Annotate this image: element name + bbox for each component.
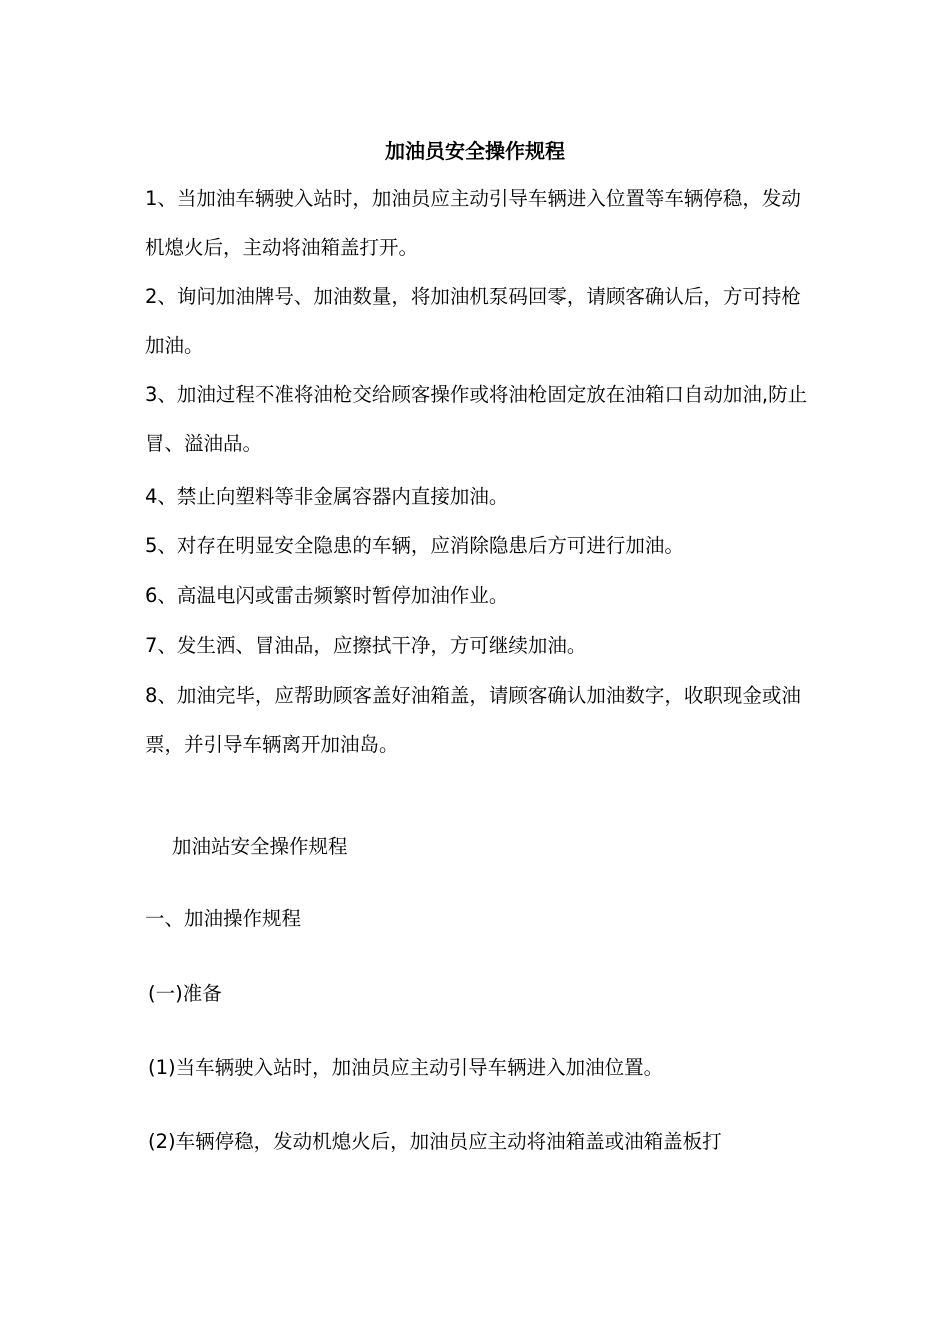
- rule-item-8: 8、加油完毕，应帮助顾客盖好油箱盖，请顾客确认加油数字，收职现金或油票，并引导车辆离开加油岛。: [145, 684, 801, 756]
- rule-item-3: 3、加油过程不准将油枪交给顾客操作或将油枪固定放在油箱口自动加油,防止冒、溢油品。: [145, 383, 808, 455]
- document-title: 加油员安全操作规程: [385, 139, 565, 163]
- rule-item-2: 2、询问加油牌号、加油数量，将加油机泵码回零，请顾客确认后，方可持枪加油。: [145, 285, 801, 357]
- rule-item-6: 6、高温电闪或雷击频繁时暂停加油作业。: [145, 584, 509, 607]
- section-heading: 一、加油操作规程: [145, 907, 302, 930]
- step-item-1: (1)当车辆驶入站时，加油员应主动引导车辆进入加油位置。: [148, 1056, 664, 1079]
- section-title: 加油站安全操作规程: [172, 835, 348, 858]
- rule-item-7: 7、发生洒、冒油品，应擦拭干净，方可继续加油。: [145, 634, 587, 657]
- rule-item-4: 4、禁止向塑料等非金属容器内直接加油。: [145, 485, 509, 508]
- subsection-heading: (一)准备: [148, 982, 222, 1005]
- rule-item-1: 1、当加油车辆驶入站时，加油员应主动引导车辆进入位置等车辆停稳，发动机熄火后，主动将油箱盖打开。: [145, 187, 801, 259]
- rule-item-5: 5、对存在明显安全隐患的车辆，应消除隐患后方可进行加油。: [145, 534, 684, 557]
- step-item-2: (2)车辆停稳，发动机熄火后，加油员应主动将油箱盖或油箱盖板打: [148, 1130, 722, 1153]
